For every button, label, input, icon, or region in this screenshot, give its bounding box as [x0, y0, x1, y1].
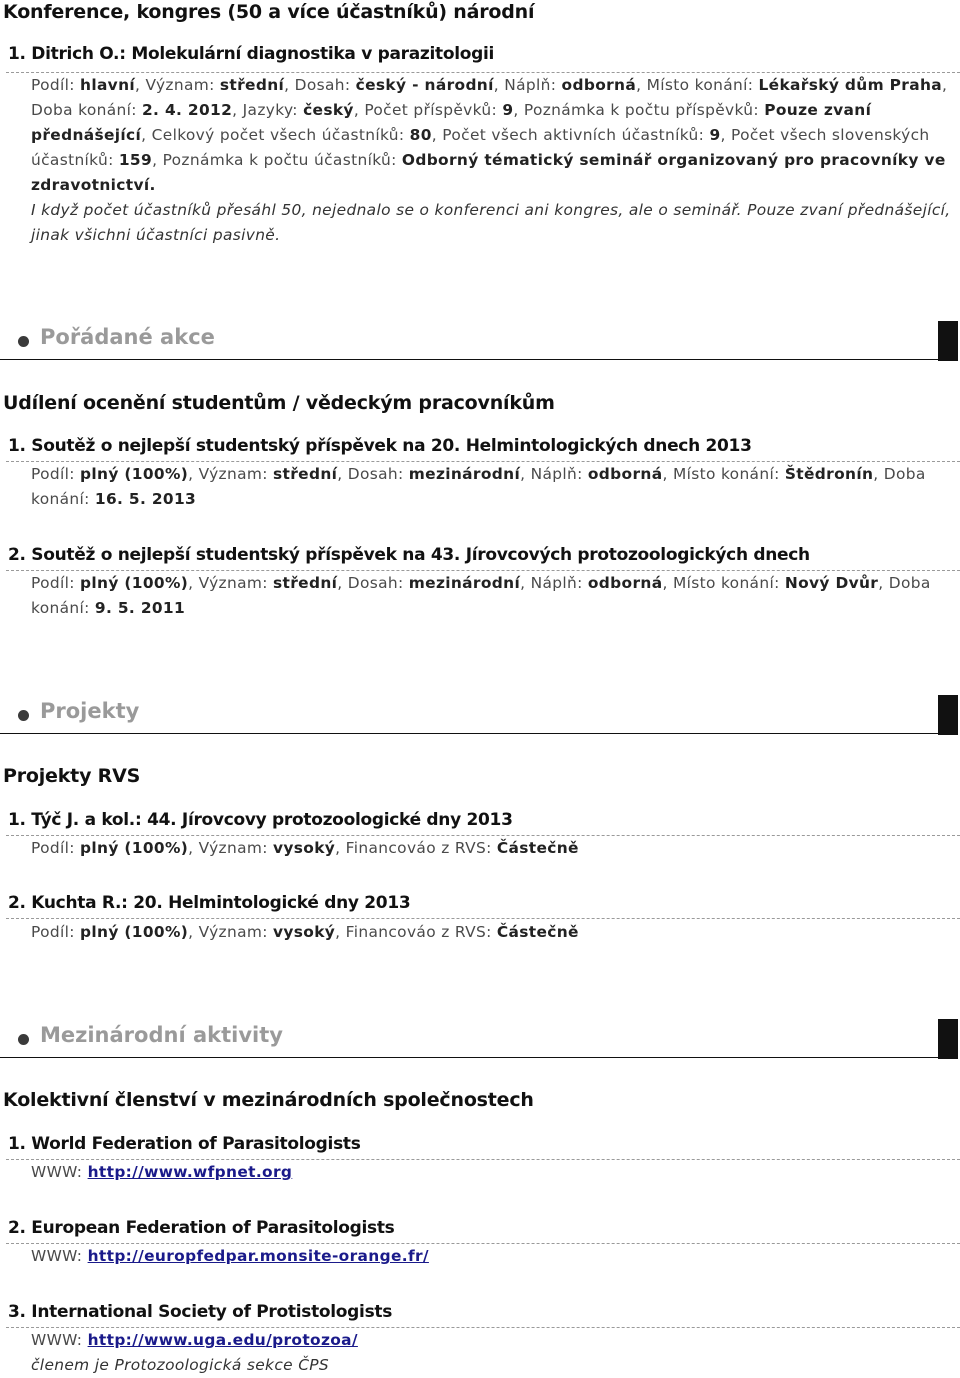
conference-item-details: Podíl: hlavní, Význam: střední, Dosah: český - národní, Náplň: odborná, Místo konání: Lékařský dům Praha, Doba konání: 2. 4. 2012, Jazyky: český, Počet příspěvků: 9, Poznámka k počtu příspěvků: Pouze zvaní přednášející, Celkový počet všech účastníků: 80, Počet všech aktivních účastníků: 9, Počet všech slovenských účastníků: 159, Poznámka k počtu účastníků: Odborný tématický seminář organizovaný pro pracovníky ve zdravotnictví. I když počet účastníků přesáhl 50, nejednalo se o konferenci ani kongres, ale o seminář. Pouze zvaní přednášející, jinak všichni účastníci pasivně. [31, 76, 951, 244]
section-header-block [938, 695, 958, 735]
conference-item-title: 1. Ditrich O.: Molekulární diagnostika v parazitologii [8, 44, 495, 64]
membership-link[interactable]: http://europfedpar.monsite-orange.fr/ [87, 1247, 429, 1265]
subsection-title: Kolektivní členství v mezinárodních společnostech [3, 1089, 534, 1111]
conference-section-title: Konference, kongres (50 a více účastníků) národní [3, 1, 535, 23]
subsection-title: Udílení ocenění studentům / vědeckým pracovníkům [3, 392, 555, 414]
section-header-rule [0, 733, 938, 734]
membership-item-details: WWW: http://www.wfpnet.org [31, 1163, 293, 1181]
membership-link[interactable]: http://www.uga.edu/protozoa/ [87, 1331, 358, 1349]
award-item-details: Podíl: plný (100%), Význam: střední, Dosah: mezinárodní, Náplň: odborná, Místo konání: Nový Dvůr, Doba konání: 9. 5. 2011 [31, 574, 931, 617]
project-item-details: Podíl: plný (100%), Význam: vysoký, Financováo z RVS: Částečně [31, 923, 579, 941]
subsection-title: Projekty RVS [3, 765, 141, 787]
membership-item-details: WWW: http://www.uga.edu/protozoa/ členem je Protozoologická sekce ČPS [31, 1331, 358, 1374]
project-item-title: 2. Kuchta R.: 20. Helmintologické dny 2013 [8, 893, 411, 913]
award-item-details: Podíl: plný (100%), Význam: střední, Dosah: mezinárodní, Náplň: odborná, Místo konání: Štědronín, Doba konání: 16. 5. 2013 [31, 465, 926, 508]
section-header-projekty [0, 695, 960, 735]
award-item-title: 2. Soutěž o nejlepší studentský příspěvek na 43. Jírovcových protozoologických dnech [8, 545, 810, 565]
membership-item-details: WWW: http://europfedpar.monsite-orange.fr/ [31, 1247, 429, 1265]
section-header-label: Pořádané akce [40, 325, 215, 349]
section-header-rule [0, 359, 938, 360]
section-header-label: Projekty [40, 699, 140, 723]
membership-item-title: 3. International Society of Protistologists [8, 1302, 393, 1322]
bullet-icon [18, 1034, 29, 1045]
conference-note: I když počet účastníků přesáhl 50, nejednalo se o konferenci ani kongres, ale o seminář. Pouze zvaní přednášející, jinak všichni účastníci pasivně. [31, 201, 951, 244]
section-header-poradane-akce [0, 321, 960, 361]
membership-item-title: 1. World Federation of Parasitologists [8, 1134, 361, 1154]
project-item-title: 1. Týč J. a kol.: 44. Jírovcovy protozoologické dny 2013 [8, 810, 513, 830]
section-header-rule [0, 1057, 938, 1058]
bullet-icon [18, 710, 29, 721]
award-item-title: 1. Soutěž o nejlepší studentský příspěvek na 20. Helmintologických dnech 2013 [8, 436, 752, 456]
membership-item-title: 2. European Federation of Parasitologists [8, 1218, 395, 1238]
membership-link[interactable]: http://www.wfpnet.org [87, 1163, 293, 1181]
membership-note: členem je Protozoologická sekce ČPS [31, 1356, 330, 1374]
section-header-label: Mezinárodní aktivity [40, 1023, 283, 1047]
section-header-block [938, 1019, 958, 1059]
section-header-block [938, 321, 958, 361]
bullet-icon [18, 336, 29, 347]
project-item-details: Podíl: plný (100%), Význam: vysoký, Financováo z RVS: Částečně [31, 839, 579, 857]
section-header-mezinarodni [0, 1019, 960, 1059]
dashed-divider [6, 918, 960, 919]
